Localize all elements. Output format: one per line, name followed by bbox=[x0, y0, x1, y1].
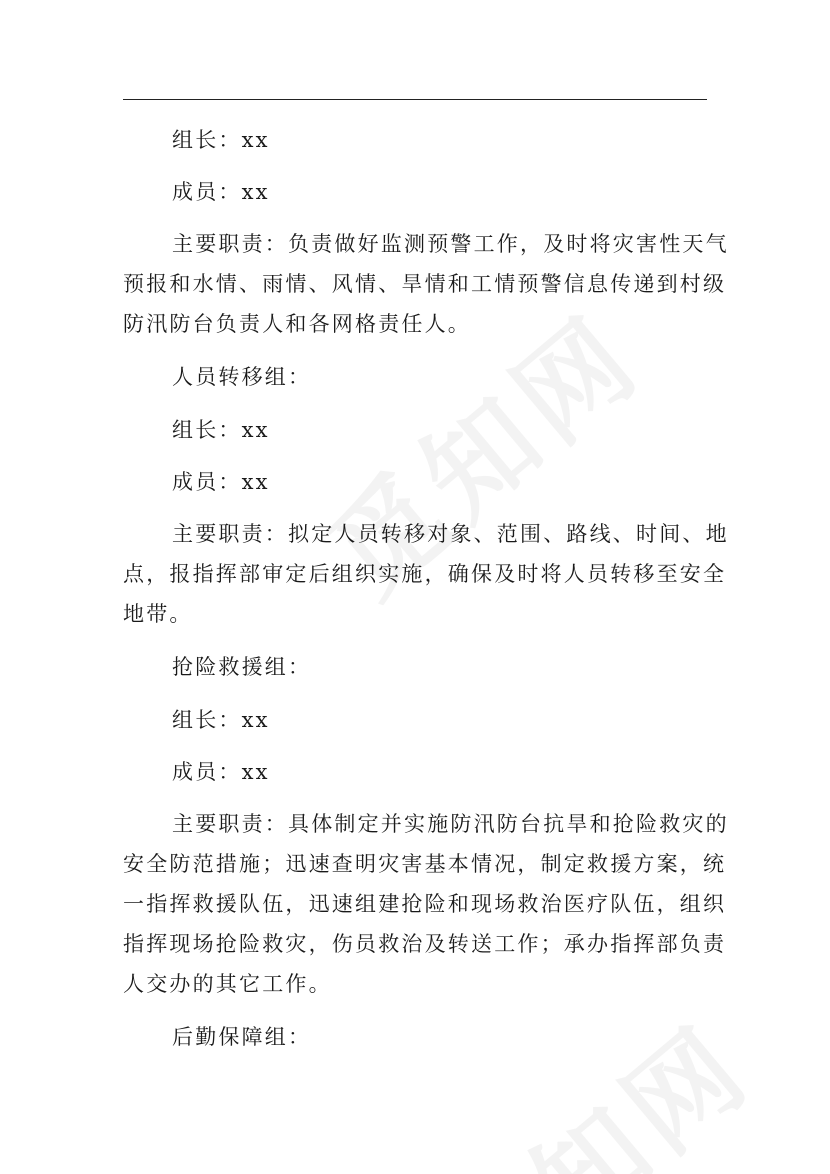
leader-line: 组长：xx bbox=[172, 128, 270, 152]
duty-paragraph-line: 防汛防台负责人和各网格责任人。 bbox=[123, 312, 471, 336]
duty-paragraph-line: 预报和水情、雨情、风情、旱情和工情预警信息传递到村级 bbox=[123, 272, 727, 296]
member-line: 成员：xx bbox=[172, 470, 270, 494]
group-heading: 后勤保障组： bbox=[172, 1025, 312, 1049]
leader-line: 组长：xx bbox=[172, 708, 270, 732]
duty-paragraph-line: 人交办的其它工作。 bbox=[123, 972, 332, 996]
duty-paragraph-line: 地带。 bbox=[123, 602, 193, 626]
member-line: 成员：xx bbox=[172, 180, 270, 204]
member-line: 成员：xx bbox=[172, 760, 270, 784]
leader-line: 组长：xx bbox=[172, 418, 270, 442]
header-rule bbox=[123, 99, 707, 100]
duty-paragraph-line: 点，报指挥部审定后组织实施，确保及时将人员转移至安全 bbox=[123, 562, 727, 586]
duty-paragraph-line: 主要职责：拟定人员转移对象、范围、路线、时间、地 bbox=[172, 522, 729, 546]
group-heading: 抢险救援组： bbox=[172, 655, 312, 679]
watermark bbox=[401, 983, 778, 1174]
group-heading: 人员转移组： bbox=[172, 365, 312, 389]
duty-paragraph-line: 指挥现场抢险救灾，伤员救治及转送工作；承办指挥部负责 bbox=[123, 932, 727, 956]
duty-paragraph-line: 主要职责：具体制定并实施防汛防台抗旱和抢险救灾的 bbox=[172, 812, 729, 836]
duty-paragraph-line: 安全防范措施；迅速查明灾害基本情况，制定救援方案，统 bbox=[123, 852, 727, 876]
duty-paragraph-line: 主要职责：负责做好监测预警工作，及时将灾害性天气 bbox=[172, 232, 729, 256]
duty-paragraph-line: 一指挥救援队伍，迅速组建抢险和现场救治医疗队伍，组织 bbox=[123, 892, 727, 916]
